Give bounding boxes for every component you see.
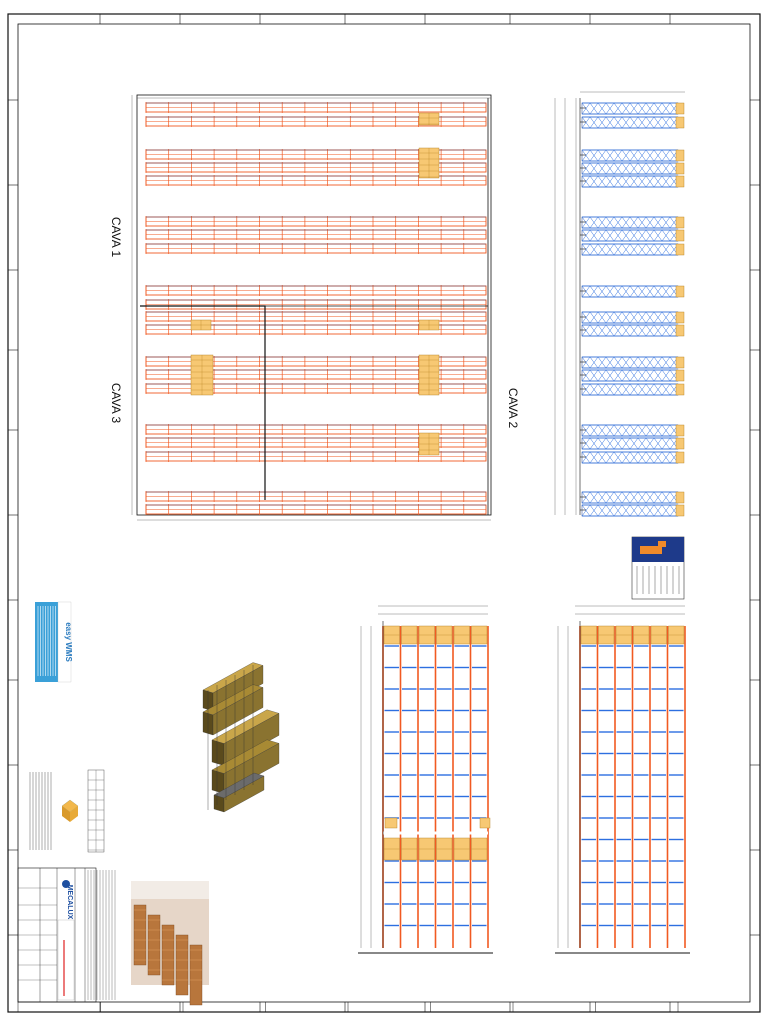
plan-rack-row (146, 504, 486, 515)
cava-2-label: CAVA 2 (506, 387, 520, 429)
side-rack-section (580, 230, 684, 241)
side-rack-section (580, 492, 684, 503)
plan-rack-row (146, 299, 486, 310)
side-elevation-view (555, 92, 685, 516)
title-block (18, 868, 115, 1002)
warehouse-photo (131, 881, 209, 1005)
side-rack-section (580, 505, 684, 516)
side-rack-section (580, 150, 684, 161)
plan-pallet-block (419, 320, 439, 330)
plan-rack-row (146, 102, 486, 113)
plan-rack-row (146, 491, 486, 502)
plan-pallet-block (419, 433, 439, 455)
mecalux-logo-text: MECALUX (66, 884, 73, 920)
side-rack-section (580, 384, 684, 395)
side-rack-section (580, 286, 684, 297)
plan-pallet-block (419, 113, 439, 125)
notes-block (30, 770, 104, 852)
side-rack-section (580, 452, 684, 463)
plan-rack-row (146, 285, 486, 296)
isometric-3d-view (203, 663, 279, 813)
side-rack-section (580, 244, 684, 255)
plan-pallet-block (419, 355, 439, 395)
pallet-info-card (632, 537, 684, 599)
easy-wms-logo-panel (35, 602, 73, 682)
plan-pallet-block (191, 355, 213, 395)
pallet-icon (62, 800, 78, 822)
easy-wms-logo-text: easy WMS (64, 622, 73, 662)
side-rack-section (580, 103, 684, 114)
front-elevation-cava-2 (555, 606, 690, 953)
plan-view (132, 95, 491, 520)
side-rack-section (580, 325, 684, 336)
cava-3-label: CAVA 3 (109, 382, 123, 424)
side-rack-section (580, 163, 684, 174)
side-rack-section (580, 117, 684, 128)
plan-pallet-block (419, 148, 439, 178)
front-elevation-cava-1 (358, 606, 493, 953)
plan-pallet-block (191, 320, 211, 330)
side-rack-section (580, 217, 684, 228)
side-rack-section (580, 312, 684, 323)
side-rack-section (580, 176, 684, 187)
cava-separator-wall (140, 306, 265, 500)
side-rack-section (580, 370, 684, 381)
side-rack-section (580, 438, 684, 449)
plan-rack-row (146, 229, 486, 240)
bottom-scale (18, 1002, 678, 1012)
side-rack-section (580, 425, 684, 436)
cava-1-label: CAVA 1 (109, 216, 123, 258)
plan-rack-row (146, 243, 486, 254)
plan-rack-row (146, 216, 486, 227)
side-rack-section (580, 357, 684, 368)
